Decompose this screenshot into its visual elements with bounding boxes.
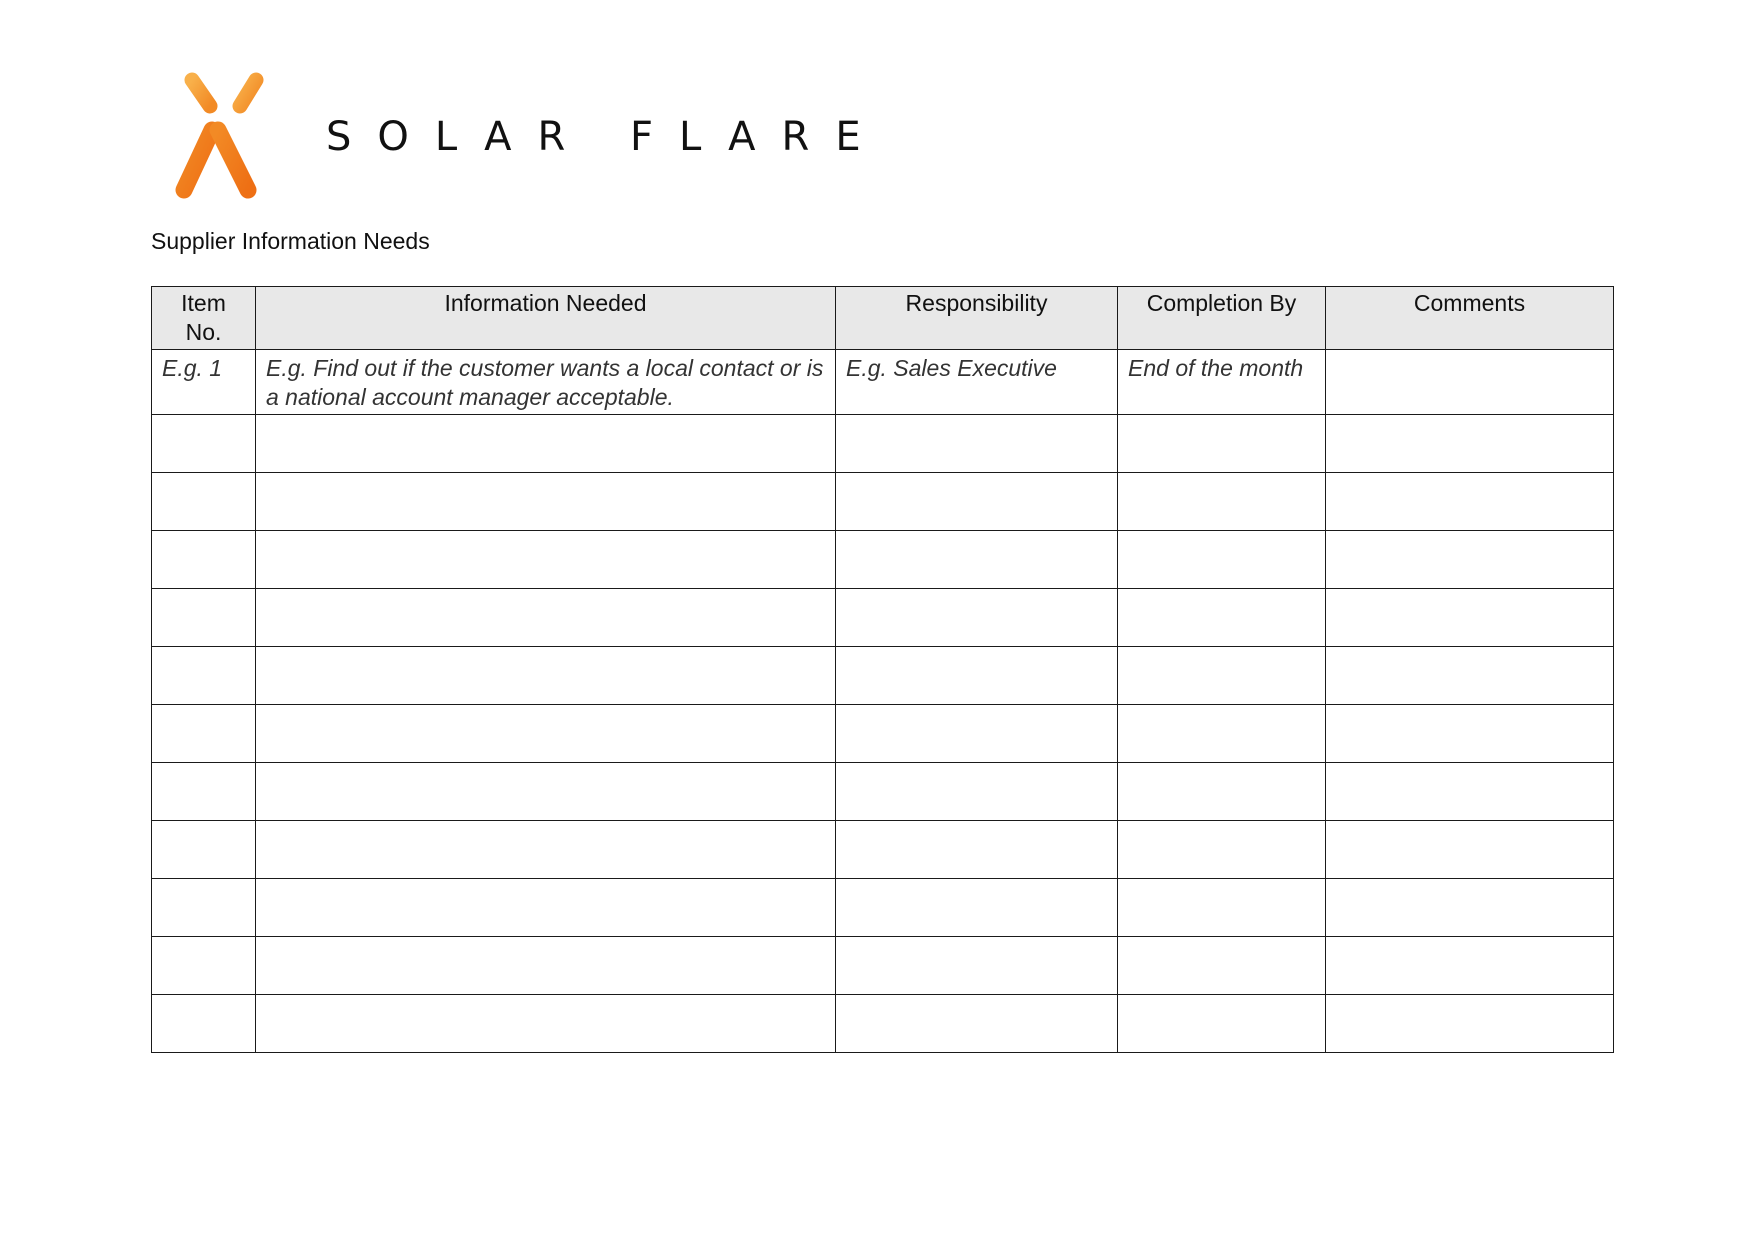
blank-completion-cell[interactable] xyxy=(1118,705,1326,763)
table-row xyxy=(152,705,1614,763)
table-row xyxy=(152,415,1614,473)
blank-information-cell[interactable] xyxy=(256,937,836,995)
blank-information-cell[interactable] xyxy=(256,415,836,473)
blank-responsibility-cell[interactable] xyxy=(836,531,1118,589)
blank-comments-cell[interactable] xyxy=(1326,647,1614,705)
blank-comments-cell[interactable] xyxy=(1326,531,1614,589)
brand-logo xyxy=(150,72,887,202)
blank-completion-cell[interactable] xyxy=(1118,531,1326,589)
table-row xyxy=(152,937,1614,995)
blank-comments-cell[interactable] xyxy=(1326,821,1614,879)
blank-completion-cell[interactable] xyxy=(1118,821,1326,879)
blank-item-cell[interactable] xyxy=(152,531,256,589)
blank-information-cell[interactable] xyxy=(256,763,836,821)
blank-information-cell[interactable] xyxy=(256,821,836,879)
blank-completion-cell[interactable] xyxy=(1118,473,1326,531)
blank-information-cell[interactable] xyxy=(256,531,836,589)
blank-item-cell[interactable] xyxy=(152,647,256,705)
column-header-completion-by: Completion By xyxy=(1118,287,1326,350)
example-responsibility-cell[interactable]: E.g. Sales Executive xyxy=(836,350,1118,415)
blank-responsibility-cell[interactable] xyxy=(836,415,1118,473)
blank-information-cell[interactable] xyxy=(256,473,836,531)
example-row xyxy=(152,350,1614,415)
blank-comments-cell[interactable] xyxy=(1326,589,1614,647)
page-title: Supplier Information Needs xyxy=(151,228,430,254)
table-row xyxy=(152,531,1614,589)
column-header-information-needed: Information Needed xyxy=(256,287,836,350)
table-row xyxy=(152,647,1614,705)
blank-information-cell[interactable] xyxy=(256,995,836,1053)
table-row xyxy=(152,473,1614,531)
blank-information-cell[interactable] xyxy=(256,647,836,705)
blank-comments-cell[interactable] xyxy=(1326,705,1614,763)
blank-comments-cell[interactable] xyxy=(1326,937,1614,995)
blank-responsibility-cell[interactable] xyxy=(836,763,1118,821)
table-row xyxy=(152,589,1614,647)
blank-completion-cell[interactable] xyxy=(1118,937,1326,995)
blank-comments-cell[interactable] xyxy=(1326,415,1614,473)
brand-name: SOLAR FLARE xyxy=(326,114,887,160)
blank-item-cell[interactable] xyxy=(152,763,256,821)
blank-item-cell[interactable] xyxy=(152,415,256,473)
blank-item-cell[interactable] xyxy=(152,821,256,879)
blank-completion-cell[interactable] xyxy=(1118,879,1326,937)
blank-item-cell[interactable] xyxy=(152,879,256,937)
example-item-cell[interactable]: E.g. 1 xyxy=(152,350,256,415)
blank-responsibility-cell[interactable] xyxy=(836,937,1118,995)
blank-item-cell[interactable] xyxy=(152,589,256,647)
blank-comments-cell[interactable] xyxy=(1326,879,1614,937)
table-row xyxy=(152,821,1614,879)
blank-comments-cell[interactable] xyxy=(1326,473,1614,531)
column-header-comments: Comments xyxy=(1326,287,1614,350)
blank-completion-cell[interactable] xyxy=(1118,589,1326,647)
blank-item-cell[interactable] xyxy=(152,937,256,995)
example-comments-cell[interactable] xyxy=(1326,350,1614,415)
table-row xyxy=(152,995,1614,1053)
blank-responsibility-cell[interactable] xyxy=(836,647,1118,705)
blank-information-cell[interactable] xyxy=(256,705,836,763)
blank-responsibility-cell[interactable] xyxy=(836,995,1118,1053)
blank-completion-cell[interactable] xyxy=(1118,647,1326,705)
blank-completion-cell[interactable] xyxy=(1118,763,1326,821)
blank-comments-cell[interactable] xyxy=(1326,763,1614,821)
blank-comments-cell[interactable] xyxy=(1326,995,1614,1053)
table-header-row xyxy=(152,287,1614,350)
table-row xyxy=(152,763,1614,821)
blank-item-cell[interactable] xyxy=(152,705,256,763)
table-row xyxy=(152,879,1614,937)
blank-information-cell[interactable] xyxy=(256,589,836,647)
example-information-cell[interactable]: E.g. Find out if the customer wants a local contact or is a national account manager acceptable. xyxy=(256,350,836,415)
blank-responsibility-cell[interactable] xyxy=(836,879,1118,937)
blank-responsibility-cell[interactable] xyxy=(836,821,1118,879)
blank-completion-cell[interactable] xyxy=(1118,995,1326,1053)
blank-completion-cell[interactable] xyxy=(1118,415,1326,473)
blank-item-cell[interactable] xyxy=(152,995,256,1053)
column-header-item-no: Item No. xyxy=(152,287,256,350)
blank-responsibility-cell[interactable] xyxy=(836,589,1118,647)
blank-responsibility-cell[interactable] xyxy=(836,705,1118,763)
supplier-info-table xyxy=(151,286,1614,1053)
solar-flare-logo-icon xyxy=(150,72,290,202)
example-completion-cell[interactable]: End of the month xyxy=(1118,350,1326,415)
column-header-responsibility: Responsibility xyxy=(836,287,1118,350)
blank-responsibility-cell[interactable] xyxy=(836,473,1118,531)
blank-item-cell[interactable] xyxy=(152,473,256,531)
blank-information-cell[interactable] xyxy=(256,879,836,937)
